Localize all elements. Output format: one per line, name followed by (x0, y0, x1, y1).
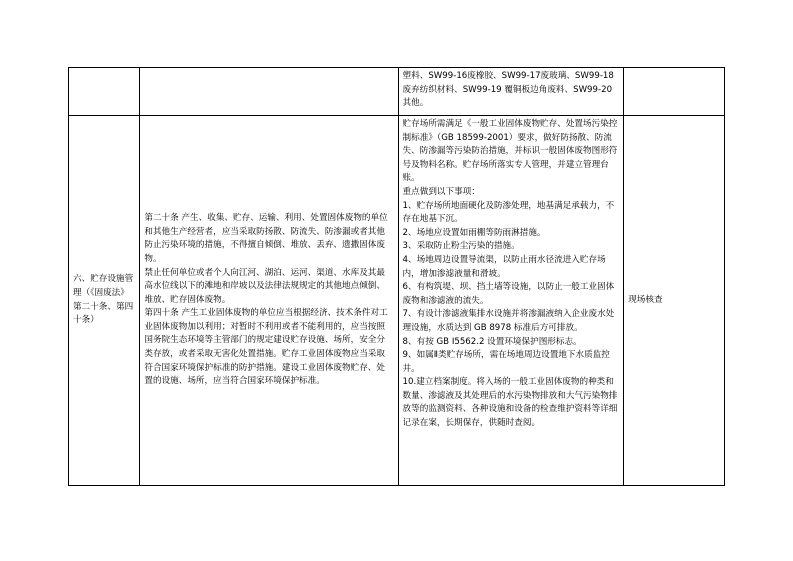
method-cell: 现场核查 (624, 116, 725, 486)
requirement-line: 7、有设计渗滤液集排水设施并将渗漏液纳入企业废水处理设施，水质达到 GB 8978 标准后方可排放。 (402, 309, 615, 333)
requirement-line: 塑料、SW99-16废橡胶、SW99-17废玻璃、SW99-18废弃纺织材料、SW99-19 覆铜板边角废料、SW99-20 其他。 (402, 71, 614, 109)
basis-cell (140, 68, 398, 116)
requirement-line: 贮存场所需满足《一般工业固体废物贮存、处置场污染控制标准》（GB 18599-2001）要求，做好防扬散、防流失、防渗漏等污染防治措施，并标识一般固体废物图形符号及物料名称。贮存场所落实专人管理，并建立管理台账。 (402, 119, 618, 184)
basis-paragraph: 第四十条 产生工业固体废物的单位应当根据经济、技术条件对工业固体废物加以利用；对暂时不利用或者不能利用的，应当按照国务院生态环境等主管部门的规定建设贮存设施、场所，安全分类存放，或者采取无害化处置措施。贮存工业固体废物应当采取符合国家环境保护标准的防护措施。建设工业固体废物贮存、处置的设施、场所，应当符合国家环境保护标准。 (144, 308, 388, 387)
requirement-line: 3、采取防止粉尘污染的措施。 (402, 241, 520, 252)
table-row (69, 116, 725, 486)
requirement-line: 2、场地应设置如雨棚等防雨淋措施。 (402, 227, 546, 238)
basis-paragraph: 禁止任何单位或者个人向江河、湖泊、运河、渠道、水库及其最高水位线以下的滩地和岸坡以及法律法规规定的其他地点倾倒、堆放、贮存固体废物。 (144, 267, 385, 305)
method-cell (624, 68, 725, 116)
requirement-line: 重点做到以下事项： (402, 186, 480, 197)
requirements-cell (398, 116, 624, 486)
requirement-line: 9、如属Ⅱ类贮存场所，需在场地周边设置地下水质监控井。 (402, 350, 610, 374)
requirements-cell (398, 68, 624, 116)
requirement-line: 6、有构筑堤、坝、挡土墙等设施，以防止一般工业固体废物和渗滤液的流失。 (402, 282, 615, 306)
item-cell: 六、贮存设施管理（《固废法》第二十条、第四十条） (69, 116, 140, 486)
requirement-line: 8、有按 GB I5562.2 设置环境保护图形标志。 (402, 336, 582, 347)
requirement-line: 10.建立档案制度。将入场的一般工业固体废物的种类和数量、渗滤液及其处理后的水污染物排放和大气污染物排放等的监测资料、各种设施和设备的检查维护资料等详细记录在案，长期保存，供随时查阅。 (402, 377, 618, 429)
requirement-line: 4、场地周边设置导流渠，以防止雨水径流进入贮存场内，增加渗滤液量和滑坡。 (402, 254, 606, 279)
inspection-table (68, 67, 725, 486)
table-row (69, 68, 725, 116)
basis-cell (140, 116, 398, 486)
item-cell (69, 68, 140, 116)
requirement-line: 1、贮存场所地面硬化及防渗处理，地基满足承载力，不存在地基下沉。 (402, 200, 615, 225)
basis-paragraph: 第二十条 产生、收集、贮存、运输、利用、处置固体废物的单位和其他生产经营者，应当采取防扬散、防流失、防渗漏或者其他防止污染环境的措施，不得擅自倾倒、堆放、丢弃、遗撒固体废物。 (144, 213, 388, 264)
